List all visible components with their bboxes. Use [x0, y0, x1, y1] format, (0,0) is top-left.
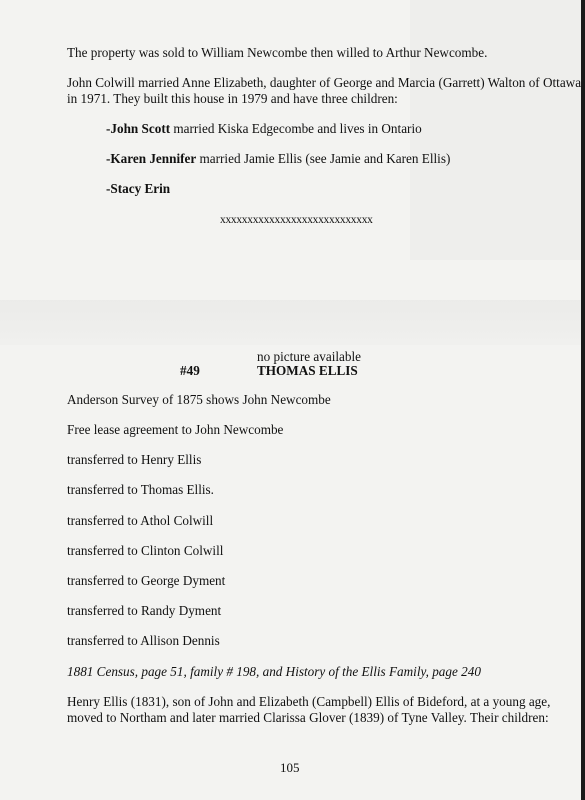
history-line: transferred to Allison Dennis — [67, 633, 220, 648]
history-line: transferred to Athol Colwill — [67, 513, 214, 528]
history-line: transferred to George Dyment — [67, 573, 226, 588]
census-reference: 1881 Census, page 51, family # 198, and History of the Ellis Family, page 240 — [67, 664, 481, 679]
child-detail: married Kiska Edgecombe and lives in Ontario — [170, 121, 422, 136]
child-name: -John Scott — [106, 121, 171, 136]
child-entry — [106, 151, 450, 167]
history-line: Free lease agreement to John Newcombe — [67, 422, 284, 437]
child-name: -Stacy Erin — [106, 181, 171, 196]
child-name: -Karen Jennifer — [106, 151, 197, 166]
intro-line: The property was sold to William Newcombe then willed to Arthur Newcombe. — [67, 45, 488, 60]
bleed-through-shading — [0, 300, 585, 345]
intro-line: in 1971. They built this house in 1979 and have three children: — [67, 91, 398, 106]
page-edge — [581, 0, 585, 800]
page-number: 105 — [280, 760, 300, 775]
section-title: THOMAS ELLIS — [257, 363, 358, 378]
history-line: transferred to Randy Dyment — [67, 603, 222, 618]
section-number: #49 — [180, 363, 200, 378]
child-entry — [106, 181, 170, 197]
child-entry — [106, 121, 422, 137]
closing-line: Henry Ellis (1831), son of John and Elizabeth (Campbell) Ellis of Bideford, at a young age, — [67, 694, 551, 709]
no-picture-note: no picture available — [257, 349, 361, 364]
history-line: transferred to Clinton Colwill — [67, 543, 224, 558]
history-line: Anderson Survey of 1875 shows John Newcombe — [67, 392, 331, 407]
closing-line: moved to Northam and later married Clarissa Glover (1839) of Tyne Valley. Their children: — [67, 710, 549, 725]
section-separator: xxxxxxxxxxxxxxxxxxxxxxxxxxxx — [220, 214, 373, 226]
intro-line: John Colwill married Anne Elizabeth, daughter of George and Marcia (Garrett) Walton of Ottawa — [67, 75, 582, 90]
child-detail: married Jamie Ellis (see Jamie and Karen Ellis) — [196, 151, 451, 166]
history-line: transferred to Henry Ellis — [67, 452, 202, 467]
bleed-through-shading — [410, 0, 585, 260]
history-line: transferred to Thomas Ellis. — [67, 482, 214, 497]
